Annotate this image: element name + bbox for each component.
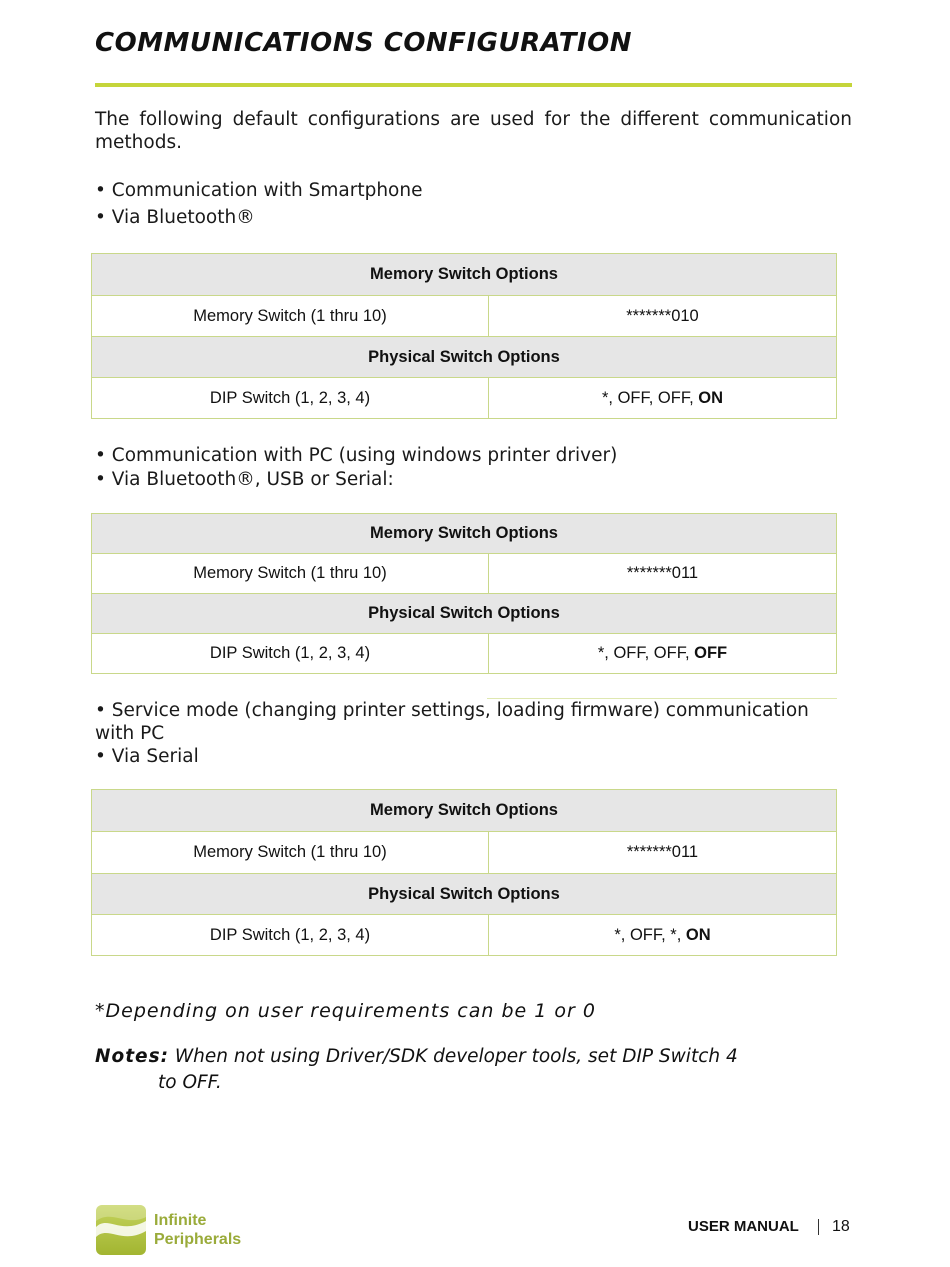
dip-switch-label: DIP Switch (1, 2, 3, 4) (92, 915, 489, 956)
bullet-item: • Via Serial (95, 746, 199, 767)
memory-switch-value: *******011 (489, 554, 837, 594)
section-2-bullets (95, 444, 852, 492)
bullet-item: • Service mode (changing printer settings, loading firmware) communication with PC (95, 700, 809, 744)
page-title: COMMUNICATIONS CONFIGURATION (95, 28, 632, 58)
memory-switch-label: Memory Switch (1 thru 10) (92, 554, 489, 594)
title-underline (95, 83, 852, 87)
physical-switch-header: Physical Switch Options (92, 874, 837, 915)
config-table-2 (91, 513, 837, 674)
dip-switch-value-last: OFF (694, 644, 728, 662)
dip-switch-value (489, 378, 837, 419)
dip-switch-label: DIP Switch (1, 2, 3, 4) (92, 634, 489, 674)
intro-paragraph: The following default configurations are used for the different communication methods. (95, 109, 852, 153)
notes-text-line1: When not using Driver/SDK developer tools, set DIP Switch 4 (174, 1046, 738, 1067)
dip-switch-label: DIP Switch (1, 2, 3, 4) (92, 378, 489, 419)
memory-switch-label: Memory Switch (1 thru 10) (92, 296, 489, 337)
section-3-bullets (95, 699, 840, 768)
notes-label: Notes: (95, 1046, 169, 1067)
bullet-item: • Communication with Smartphone (95, 180, 423, 201)
memory-switch-header: Memory Switch Options (92, 514, 837, 554)
physical-switch-header: Physical Switch Options (92, 594, 837, 634)
footer-separator (818, 1219, 819, 1235)
memory-switch-header: Memory Switch Options (92, 790, 837, 832)
dip-switch-value-last: ON (698, 388, 723, 407)
memory-switch-value: *******011 (489, 832, 837, 874)
memory-switch-header: Memory Switch Options (92, 254, 837, 296)
bullet-item: • Via Bluetooth® (95, 207, 255, 228)
section-1-bullets (95, 177, 852, 231)
company-logo (96, 1205, 246, 1257)
bullet-item: • Communication with PC (using windows printer driver) (95, 445, 618, 466)
page-number: 18 (832, 1218, 850, 1235)
logo-line2: Peripherals (154, 1231, 242, 1248)
bullet-item: • Via Bluetooth®, USB or Serial: (95, 469, 394, 490)
config-table-1 (91, 253, 837, 419)
logo-line1: Infinite (154, 1212, 207, 1229)
dip-switch-value (489, 634, 837, 674)
logo-mark-icon (96, 1205, 146, 1255)
logo-text (154, 1211, 241, 1249)
footnote: *Depending on user requirements can be 1 or 0 (95, 1000, 596, 1022)
footer-manual-label: USER MANUAL (688, 1218, 799, 1235)
dip-switch-value-last: ON (685, 925, 711, 944)
physical-switch-header: Physical Switch Options (92, 337, 837, 378)
dip-switch-value (489, 915, 837, 956)
config-table-3 (91, 789, 837, 956)
dip-switch-value-prefix: *, OFF, *, (614, 925, 686, 944)
memory-switch-label: Memory Switch (1 thru 10) (92, 832, 489, 874)
dip-switch-value-prefix: *, OFF, OFF, (597, 644, 695, 662)
memory-switch-value: *******010 (489, 296, 837, 337)
notes-text-line2: to OFF. (158, 1072, 222, 1093)
notes (95, 1044, 795, 1096)
dip-switch-value-prefix: *, OFF, OFF, (601, 388, 699, 407)
